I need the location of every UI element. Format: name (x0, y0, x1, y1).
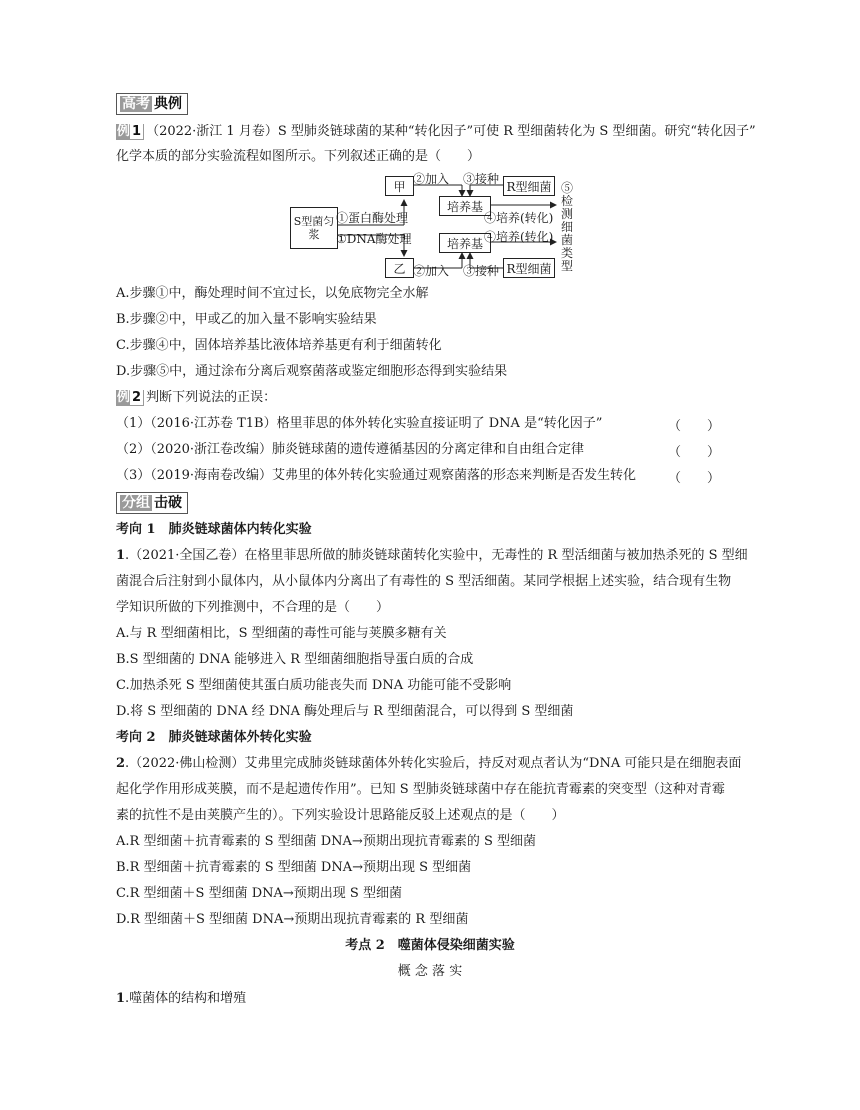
q2-line2: 起化学作用形成荚膜，而不是起遗传作用”。已知 S 型肺炎链球菌中存在能抗青霉素的突变型（这种对青霉 (116, 782, 725, 797)
q1-option-b: B.S 型细菌的 DNA 能够进入 R 型细菌细胞指导蛋白质的合成 (116, 652, 474, 667)
q1-option-a: A.与 R 型细菌相比，S 型细菌的毒性可能与荚膜多糖有关 (116, 626, 447, 641)
q1-line1: 1.（2021·全国乙卷）在格里菲思所做的肺炎链球菌转化实验中，无毒性的 R 型活细菌与被加热杀死的 S 型细 (116, 548, 748, 563)
group-header-part2: 击破 (154, 495, 182, 511)
q2-option-b: B.R 型细菌＋抗青霉素的 S 型细菌 DNA→预期出现 S 型细菌 (116, 860, 472, 875)
culture-label-top: ④培养(转化) (484, 211, 554, 225)
detect-label: ⑤检测细菌类型 (560, 181, 573, 273)
direction-1-title: 考向 1 肺炎链球菌体内转化实验 (116, 522, 312, 537)
gaokao-header-part1: 高考 (122, 96, 150, 112)
medium-box-top: 培养基 (439, 196, 491, 216)
q2-line1: 2.（2022·佛山检测）艾弗里完成肺炎链球菌体外转化实验后，持反对观点者认为“DNA 可能只是在细胞表面 (116, 756, 742, 771)
add-label-top: ②加入 (413, 172, 450, 186)
protease-step-label: ①蛋白酶处理 (336, 211, 409, 225)
ex1-option-d: D.步骤⑤中，通过涂布分离后观察菌落或鉴定细胞形态得到实验结果 (116, 364, 508, 379)
q1-option-c: C.加热杀死 S 型细菌使其蛋白质功能丧失而 DNA 功能可能不受影响 (116, 678, 512, 693)
q2-line3: 素的抗性不是由荚膜产生的）。下列实验设计思路能反驳上述观点的是（ ） (116, 808, 565, 823)
ex1-line2: 化学本质的部分实验流程如图所示。下列叙述正确的是（ ） (116, 149, 481, 164)
r-bacteria-box-bottom: R型细菌 (503, 258, 555, 278)
s-homogenate-box: S型菌匀浆 (290, 207, 338, 249)
ex2-blank-2: （ ） (668, 445, 721, 460)
q1-line3: 学知识所做的下列推测中，不合理的是（ ） (116, 600, 390, 615)
section-1-title: 1.噬菌体的结构和增殖 (116, 991, 247, 1006)
ex2-item-3: （3）（2019·海南卷改编）艾弗里的体外转化实验通过观察菌落的形态来判断是否发生转化 (116, 468, 636, 483)
group-header-part1: 分组 (122, 495, 150, 511)
group-header (116, 492, 188, 514)
dnase-step-label: ①DNA酶处理 (336, 232, 412, 246)
q2-option-c: C.R 型细菌＋S 型细菌 DNA→预期出现 S 型细菌 (116, 886, 402, 901)
r-bacteria-box-top: R型细菌 (503, 176, 555, 196)
ex2-blank-3: （ ） (668, 471, 721, 486)
inoculate-label-bottom: ③接种 (463, 264, 500, 278)
direction-2-title: 考向 2 肺炎链球菌体外转化实验 (116, 730, 312, 745)
ex2-blank-1: （ ） (668, 419, 721, 434)
q1-line2: 菌混合后注射到小鼠体内，从小鼠体内分离出了有毒性的 S 型活细菌。某同学根据上述实验，结合现有生物 (116, 574, 732, 589)
ex2-item-1: （1）（2016·江苏卷 T1B）格里菲思的体外转化实验直接证明了 DNA 是“转化因子” (116, 416, 603, 431)
ex1-label: 例 1 (116, 124, 144, 140)
gaokao-header-part2: 典例 (154, 96, 182, 112)
ex1-option-a: A.步骤①中，酶处理时间不宜过长，以免底物完全水解 (116, 286, 429, 301)
ex1-option-c: C.步骤④中，固体培养基比液体培养基更有利于细菌转化 (116, 338, 442, 353)
medium-box-bottom: 培养基 (439, 233, 491, 253)
culture-label-bottom: ④培养(转化) (484, 230, 554, 244)
concept-title: 概 念 落 实 (397, 964, 463, 979)
jia-box: 甲 (385, 176, 414, 196)
yi-box: 乙 (385, 258, 414, 278)
q2-option-d: D.R 型细菌＋S 型细菌 DNA→预期出现抗青霉素的 R 型细菌 (116, 912, 469, 927)
ex1-line1: 例 1 （2022·浙江 1 月卷）S 型肺炎链球菌的某种“转化因子”可使 R 型细菌转化为 S 型细菌。研究“转化因子” (117, 124, 756, 139)
q1-option-d: D.将 S 型细菌的 DNA 经 DNA 酶处理后与 R 型细菌混合，可以得到 S 型细菌 (116, 704, 574, 719)
ex2-title: 例 2 判断下列说法的正误： (117, 390, 277, 405)
q2-option-a: A.R 型细菌＋抗青霉素的 S 型细菌 DNA→预期出现抗青霉素的 S 型细菌 (116, 834, 536, 849)
inoculate-label-top: ③接种 (463, 172, 500, 186)
ex1-option-b: B.步骤②中，甲或乙的加入量不影响实验结果 (116, 312, 377, 327)
diagram-arrows (0, 0, 860, 300)
add-label-bottom: ②加入 (413, 264, 450, 278)
ex2-item-2: （2）（2020·浙江卷改编）肺炎链球菌的遗传遵循基因的分离定律和自由组合定律 (116, 442, 584, 457)
point-2-title: 考点 2 噬菌体侵染细菌实验 (345, 938, 515, 953)
ex2-label: 例 2 (116, 390, 144, 406)
